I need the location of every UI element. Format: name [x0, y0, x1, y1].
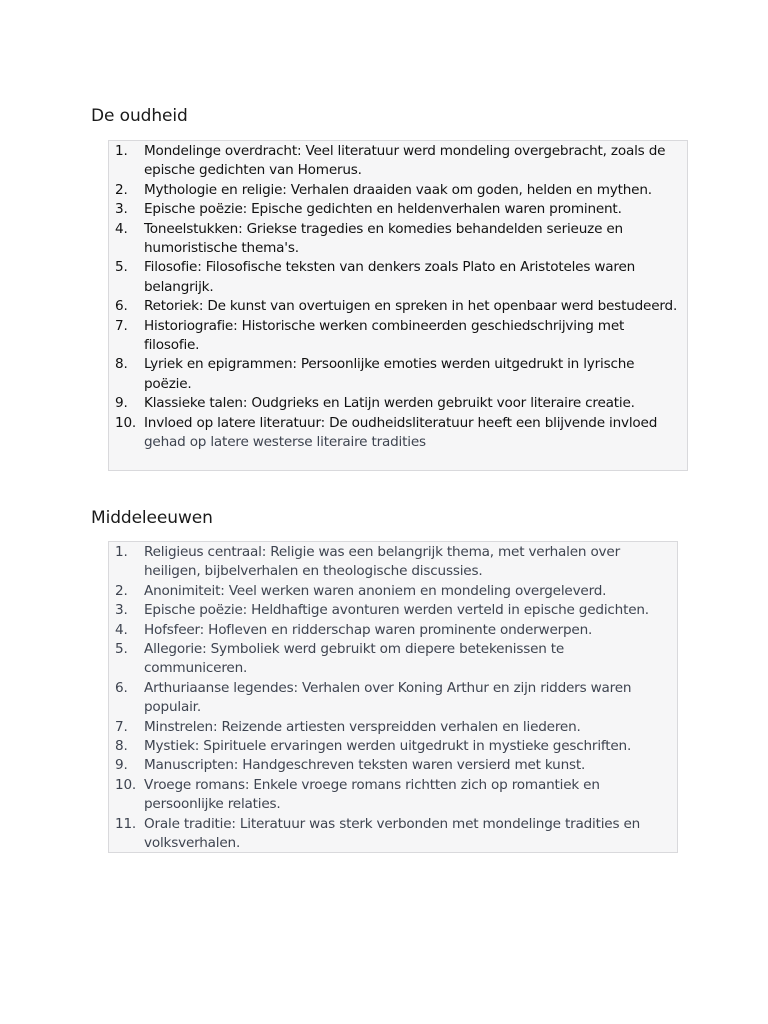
list-item: [115, 737, 671, 756]
list-text: Manuscripten: Handgeschreven teksten waren versierd met kunst.: [144, 757, 586, 774]
list-item: [115, 815, 671, 854]
list-number: 7.: [115, 317, 128, 334]
list-text: Retoriek: De kunst van overtuigen en spreken in het openbaar werd bestudeerd.: [144, 298, 678, 315]
list-text: Mondelinge overdracht: Veel literatuur werd mondeling overgebracht, zoals de epische gedichten van Homerus.: [144, 143, 666, 179]
list-text: Anonimiteit: Veel werken waren anoniem en mondeling overgeleverd.: [144, 582, 607, 599]
list-number: 5.: [115, 259, 128, 276]
section-middeleeuwen: [91, 507, 213, 529]
list-text: Lyriek en epigrammen: Persoonlijke emoties werden uitgedrukt in lyrische poëzie.: [144, 356, 635, 392]
list-item: [115, 414, 681, 453]
list-item: [115, 181, 681, 200]
list-item: [115, 601, 671, 620]
list-item: [115, 621, 671, 640]
list-box-middeleeuwen: [108, 541, 678, 853]
section-heading: De oudheid: [91, 106, 188, 126]
list-number: 10.: [115, 776, 137, 793]
list-number: 9.: [115, 757, 128, 774]
list-text: Allegorie: Symboliek werd gebruikt om diepere betekenissen te communiceren.: [144, 641, 565, 677]
list-item: [115, 582, 671, 601]
list-item: [115, 756, 671, 775]
list-text: Orale traditie: Literatuur was sterk verbonden met mondelinge tradities en volksverhalen.: [144, 815, 641, 852]
list-item: [115, 220, 681, 259]
list-number: 7.: [115, 718, 128, 735]
list-number: 11.: [115, 815, 137, 832]
list-text: Hofsfeer: Hofleven en ridderschap waren prominente onderwerpen.: [144, 621, 593, 638]
list-item: [115, 317, 681, 356]
list-text: Arthuriaanse legendes: Verhalen over Koning Arthur en zijn ridders waren populair.: [144, 679, 632, 716]
section-de-oudheid: [91, 105, 188, 127]
list-number: 9.: [115, 395, 128, 412]
list-number: 8.: [115, 738, 128, 755]
list-item: [115, 543, 671, 582]
list-number: 1.: [115, 143, 128, 159]
list-number: 4.: [115, 220, 128, 237]
list-text: Mythologie en religie: Verhalen draaiden vaak om goden, helden en mythen.: [144, 181, 652, 198]
list-number: 6.: [115, 679, 128, 696]
list-text: Klassieke talen: Oudgrieks en Latijn werden gebruikt voor literaire creatie.: [144, 395, 635, 412]
list-text-continuation: gehad op latere westerse literaire tradities: [144, 434, 426, 451]
section-heading: Middeleeuwen: [91, 508, 213, 528]
list-number: 6.: [115, 298, 128, 315]
list-item: [115, 297, 681, 316]
list-item: [115, 258, 681, 297]
list-number: 3.: [115, 602, 128, 619]
list-text: Religieus centraal: Religie was een belangrijk thema, met verhalen over heiligen, bijbelverhalen en theologische discussies.: [144, 544, 620, 580]
list-text: Vroege romans: Enkele vroege romans richtten zich op romantiek en persoonlijke relaties.: [144, 776, 600, 813]
list-text: Minstrelen: Reizende artiesten verspreidden verhalen en liederen.: [144, 718, 581, 735]
list-text: Epische poëzie: Heldhaftige avonturen werden verteld in epische gedichten.: [144, 602, 649, 619]
list-number: 10.: [115, 414, 137, 431]
list-item: [115, 355, 681, 394]
list-text: Historiografie: Historische werken combineerden geschiedschrijving met filosofie.: [144, 317, 625, 354]
list-item: [115, 679, 671, 718]
list-number: 1.: [115, 544, 128, 560]
list-item: [115, 200, 681, 219]
list-number: 3.: [115, 201, 128, 218]
list-number: 2.: [115, 582, 128, 599]
list-item: [115, 640, 671, 679]
list-text: Epische poëzie: Epische gedichten en heldenverhalen waren prominent.: [144, 201, 622, 218]
list-number: 5.: [115, 641, 128, 658]
numbered-list: [115, 142, 681, 453]
list-number: 2.: [115, 181, 128, 198]
list-box-oudheid: [108, 140, 688, 471]
list-text: Toneelstukken: Griekse tragedies en komedies behandelden serieuze en humoristische thema's.: [144, 220, 623, 257]
list-number: 4.: [115, 621, 128, 638]
list-text: Mystiek: Spirituele ervaringen werden uitgedrukt in mystieke geschriften.: [144, 738, 632, 755]
list-item: [115, 776, 671, 815]
list-text: Invloed op latere literatuur: De oudheidsliteratuur heeft een blijvende invloed: [144, 414, 658, 431]
list-item: [115, 718, 671, 737]
list-item: [115, 394, 681, 413]
list-number: 8.: [115, 356, 128, 373]
list-text: Filosofie: Filosofische teksten van denkers zoals Plato en Aristoteles waren belangrijk.: [144, 259, 636, 295]
list-item: [115, 142, 681, 181]
numbered-list: [115, 543, 671, 854]
